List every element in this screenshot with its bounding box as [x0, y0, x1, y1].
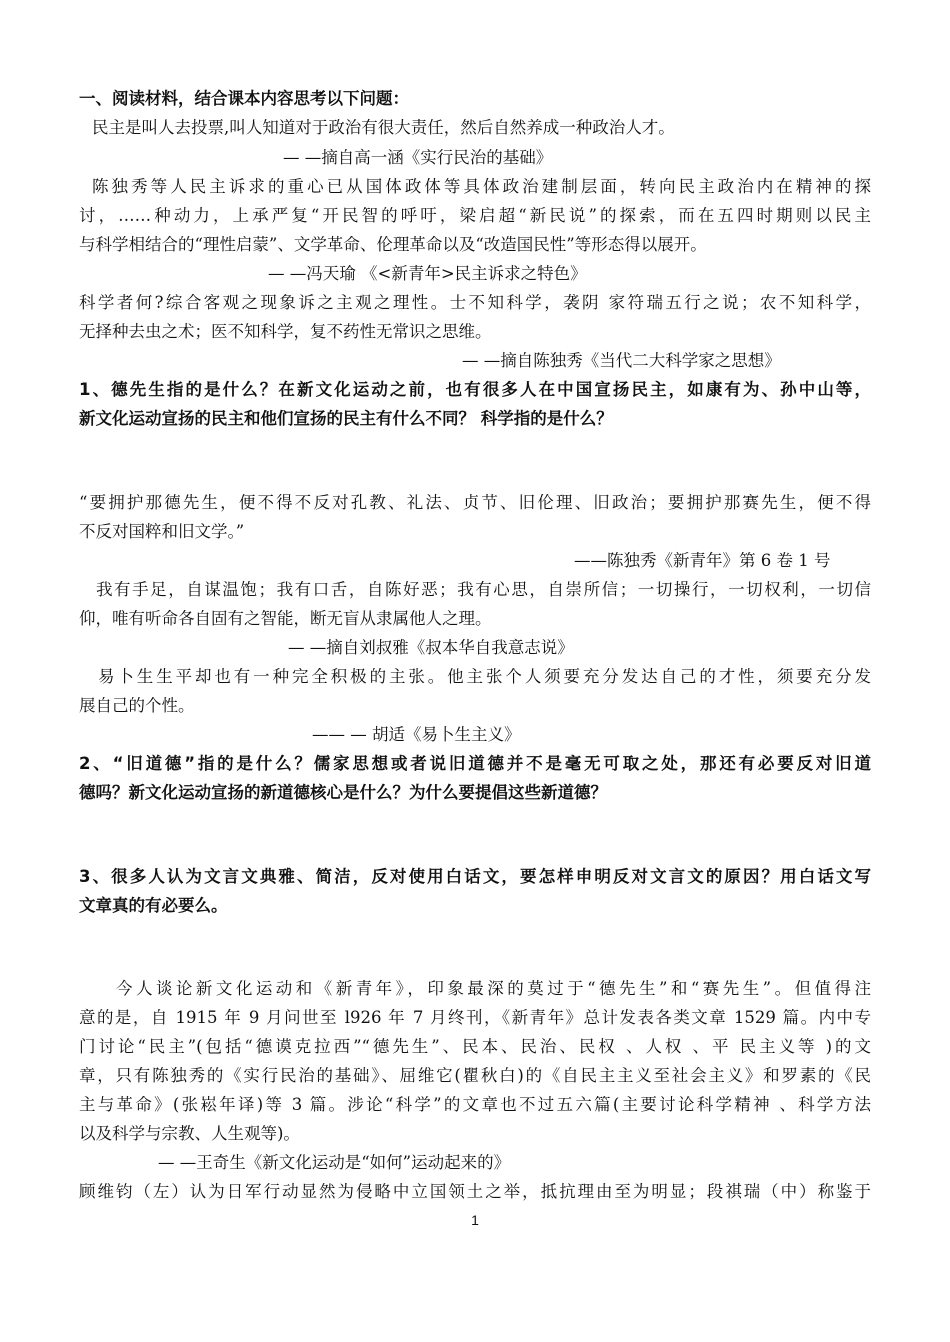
quote-text: “要拥护那德先生，便不得不反对孔教、礼法、贞节、旧伦理、旧政治；要拥护那赛先生，便不得 — [79, 493, 871, 512]
quote-text: 科学者何?综合客观之现象诉之主观之理性。士不知科学，袭阴 家符瑞五行之说；农不知科学， — [79, 293, 871, 312]
passage-text: 门讨论“民主”(包括“德谟克拉西”“德先生”、民本、民治、民权 、人权 、平 民主义等 )的文 — [79, 1037, 871, 1056]
quote-text: 陈独秀等人民主诉求的重心已从国体政体等具体政治建制层面，转向民主政治内在精神的探 — [92, 177, 871, 196]
question-2: 2、“旧道德”指的是什么？儒家思想或者说旧道德并不是毫无可取之处，那还有必要反对旧道 — [79, 754, 871, 773]
passage-source: — —王奇生《新文化运动是“如何”运动起来的》 — [158, 1153, 511, 1172]
question-3: 3、很多人认为文言文典雅、简洁，反对使用白话文，要怎样申明反对文言文的原因？用白话文写 — [79, 867, 871, 886]
section-heading: 一、阅读材料，结合课本内容思考以下问题： — [79, 89, 409, 108]
passage-text: 意的是，自 1915 年 9 月问世至 l926 年 7 月终刊，《新青年》总计发表各类文章 1529 篇。内中专 — [79, 1008, 871, 1027]
quote-text: 展自己的个性。 — [79, 696, 195, 715]
quote-source: — —摘自高一涵《实行民治的基础》 — [283, 148, 553, 167]
quote-source: — —摘自陈独秀《当代二大科学家之思想》 — [462, 351, 781, 370]
quote-text: 讨，……种动力，上承严复“开民智的呼吁，梁启超“新民说”的探索，而在五四时期则以民主 — [79, 206, 871, 225]
quote-text: 民主是叫人去投票,叫人知道对于政治有很大责任，然后自然养成一种政治人才。 — [92, 118, 675, 137]
quote-source: ——陈独秀《新青年》第 6 卷 1 号 — [574, 551, 831, 570]
quote-source: — —摘自刘叔雅《叔本华自我意志说》 — [288, 638, 574, 657]
question-1: 新文化运动宣扬的民主和他们宣扬的民主有什么不同？ 科学指的是什么？ — [79, 409, 613, 428]
question-1: 1、德先生指的是什么？在新文化运动之前，也有很多人在中国宣扬民主，如康有为、孙中山等， — [79, 380, 871, 399]
quote-text: 无择种去虫之术；医不知科学，复不药性无常识之思维。 — [79, 322, 492, 341]
quote-text: 我有手足，自谋温饱；我有口舌，自陈好恶；我有心思，自崇所信；一切操行，一切权利，一切信 — [96, 580, 871, 599]
passage-text: 今人谈论新文化运动和《新青年》，印象最深的莫过于“德先生”和“赛先生”。但值得注 — [116, 979, 871, 998]
passage-text: 主与革命》(张崧年译)等 3 篇。涉论“科学”的文章也不过五六篇(主要讨论科学精神 、科学方法 — [79, 1095, 871, 1114]
question-3: 文章真的有必要么。 — [79, 896, 228, 915]
passage-text: 顾维钧（左）认为日军行动显然为侵略中立国领土之举，抵抗理由至为明显；段祺瑞（中）称鉴于 — [79, 1182, 871, 1201]
quote-text: 易卜生生平却也有一种完全积极的主张。他主张个人须要充分发达自己的才性，须要充分发 — [98, 667, 871, 686]
passage-text: 章，只有陈独秀的《实行民治的基础》、屈维它(瞿秋白)的《自民主主义至社会主义》和罗素的《民 — [79, 1066, 871, 1085]
quote-source: —— — 胡适《易卜生主义》 — [312, 725, 521, 744]
page-number: 1 — [471, 1212, 479, 1228]
quote-source: — —冯天瑜 《<新青年>民主诉求之特色》 — [268, 264, 587, 283]
question-2: 德吗？新文化运动宣扬的新道德核心是什么？为什么要提倡这些新道德？ — [79, 783, 607, 802]
passage-text: 以及科学与宗教、人生观等)。 — [79, 1124, 300, 1143]
quote-text: 与科学相结合的“理性启蒙”、文学革命、伦理革命以及“改造国民性”等形态得以展开。 — [79, 235, 707, 254]
quote-text: 仰，唯有听命各自固有之智能，断无盲从隶属他人之理。 — [79, 609, 492, 628]
quote-text: 不反对国粹和旧文学。” — [79, 522, 245, 541]
